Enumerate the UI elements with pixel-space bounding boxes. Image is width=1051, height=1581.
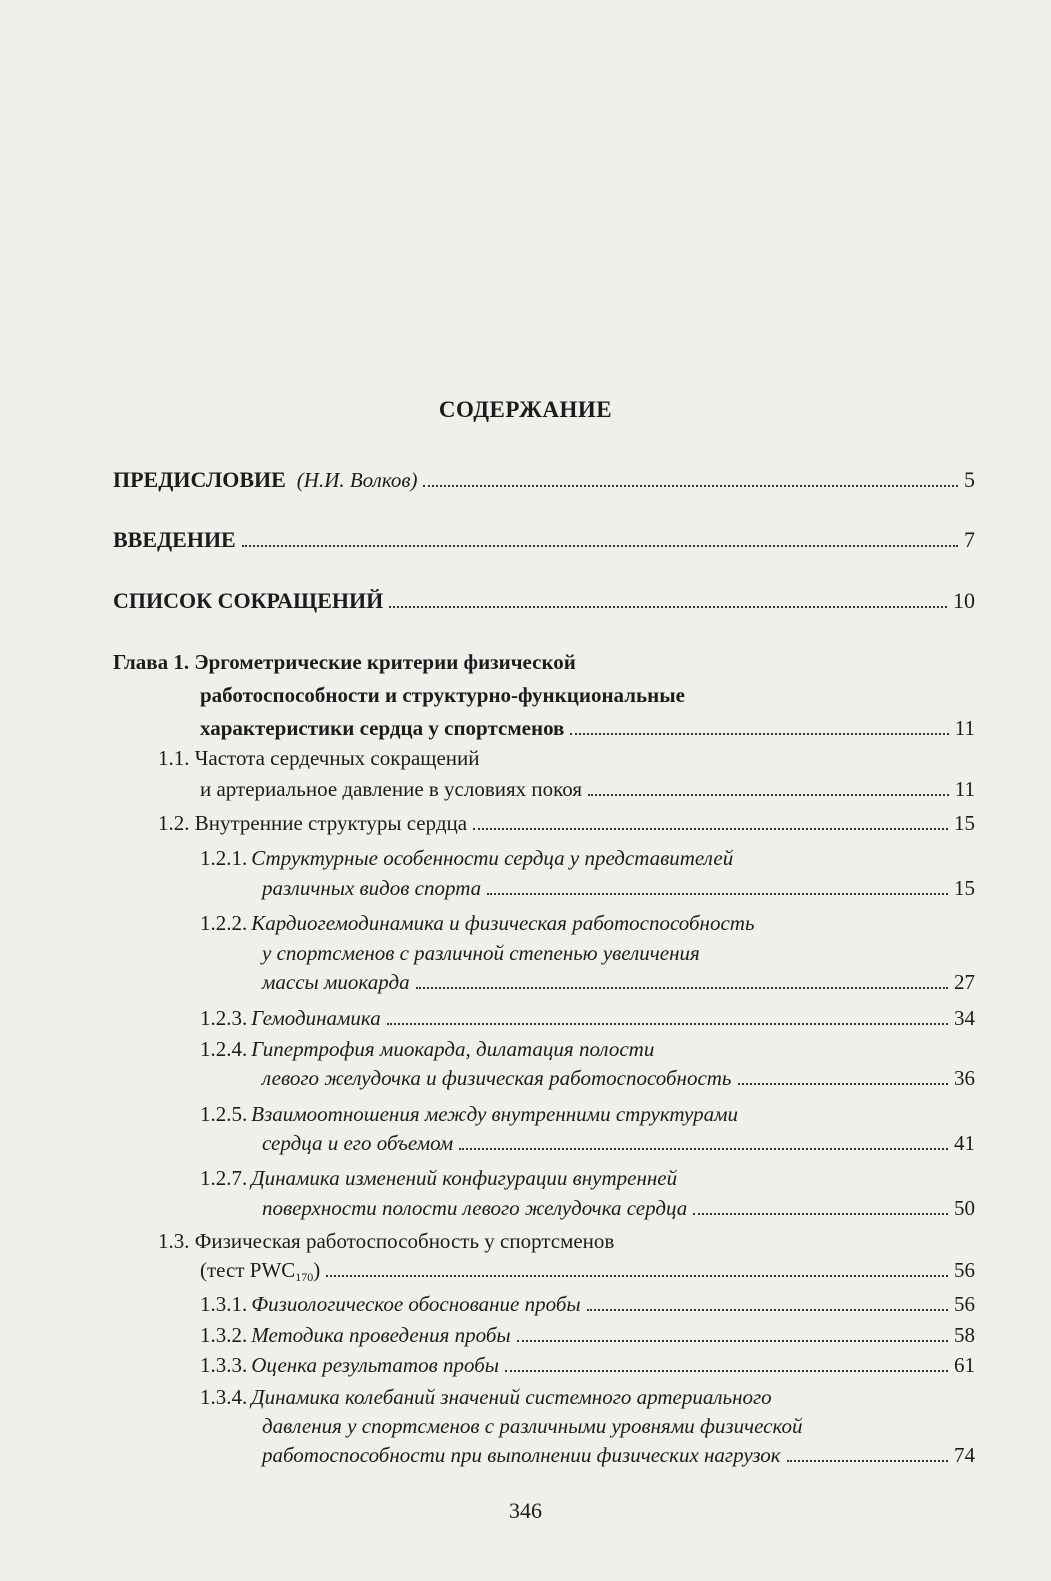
folio-page-number: 346: [509, 1498, 542, 1523]
dot-leader: [570, 733, 948, 735]
dot-leader: [242, 545, 958, 547]
section-1-1-line-1[interactable]: 1.1. Частота сердечных сокращений: [158, 746, 480, 770]
page-number: 56: [954, 1292, 975, 1316]
chapter-1-line-3[interactable]: характеристики сердца у спортсменов 11: [200, 716, 975, 740]
entry-author: (Н.И. Волков): [296, 468, 418, 492]
dot-leader: [693, 1213, 948, 1215]
subsection-1-2-7-line-2[interactable]: поверхности полости левого желудочка сердца 50: [262, 1196, 975, 1220]
dot-leader: [416, 987, 948, 989]
page-number: 50: [954, 1196, 975, 1220]
dot-leader: [389, 606, 947, 608]
dot-leader: [487, 893, 948, 895]
page-number: 58: [954, 1323, 975, 1347]
dot-leader: [787, 1460, 948, 1462]
dot-leader: [473, 828, 948, 830]
subsection-1-2-1-line-2[interactable]: различных видов спорта 15: [262, 876, 975, 900]
section-1-3-line-2[interactable]: (тест $PWC_{170}$) 56: [200, 1258, 975, 1284]
dot-leader: [505, 1370, 948, 1372]
page-number: 61: [954, 1353, 975, 1377]
show-through-text: [110, 40, 960, 152]
section-1-1-line-2[interactable]: и артериальное давление в условиях покоя 11: [200, 777, 975, 801]
page-number: 41: [954, 1131, 975, 1155]
subsection-1-3-4-line-2[interactable]: давления у спортсменов с различными уровнями физической: [262, 1414, 803, 1438]
chapter-1-line-2[interactable]: работоспособности и структурно-функциональные: [200, 683, 685, 707]
page-number: 11: [954, 716, 975, 740]
subsection-1-3-2[interactable]: 1.3.2. Методика проведения пробы 58: [200, 1323, 975, 1347]
dot-leader: [738, 1083, 949, 1085]
toc-entry-preface[interactable]: [113, 467, 975, 493]
subsection-1-2-2-line-3[interactable]: массы миокарда 27: [262, 970, 975, 994]
dot-leader: [517, 1340, 948, 1342]
subsection-1-3-3[interactable]: 1.3.3. Оценка результатов пробы 61: [200, 1353, 975, 1377]
subsection-1-2-4-line-2[interactable]: левого желудочка и физическая работоспособность 36: [262, 1066, 975, 1090]
page-number: 7: [964, 527, 975, 552]
subsection-1-3-1[interactable]: 1.3.1. Физиологическое обоснование пробы 56: [200, 1292, 975, 1316]
subsection-1-3-4-line-3[interactable]: работоспособности при выполнении физических нагрузок 74: [262, 1443, 975, 1467]
chapter-1-line-1[interactable]: Глава 1. Эргометрические критерии физической: [113, 650, 576, 674]
page-number: 27: [954, 970, 975, 994]
page-number: 5: [964, 467, 975, 492]
subsection-1-2-2-line-1[interactable]: 1.2.2. Кардиогемодинамика и физическая работоспособность: [200, 911, 755, 935]
entry-label: ВВЕДЕНИЕ: [113, 527, 236, 552]
page-number: 15: [954, 811, 975, 835]
section-1-2[interactable]: 1.2. Внутренние структуры сердца 15: [158, 811, 975, 835]
toc-entry-abbreviations[interactable]: [113, 588, 975, 614]
page-number: 11: [954, 777, 975, 801]
subsection-1-2-5-line-1[interactable]: 1.2.5. Взаимоотношения между внутренними структурами: [200, 1102, 739, 1126]
subsection-1-2-7-line-1[interactable]: 1.2.7. Динамика изменений конфигурации внутренней: [200, 1166, 678, 1190]
chapter-prefix: Глава 1.: [113, 650, 190, 674]
dot-leader: [387, 1023, 948, 1025]
entry-label: ПРЕДИСЛОВИЕ: [113, 467, 286, 492]
page-number: 10: [953, 588, 975, 613]
entry-label: СПИСОК СОКРАЩЕНИЙ: [113, 588, 384, 613]
page-number: 15: [954, 876, 975, 900]
page-number: 36: [954, 1066, 975, 1090]
toc-entry-intro[interactable]: [113, 527, 975, 553]
subsection-1-2-5-line-2[interactable]: сердца и его объемом 41: [262, 1131, 975, 1155]
dot-leader: [459, 1148, 948, 1150]
toc-title: СОДЕРЖАНИЕ: [438, 397, 613, 422]
page-number: 34: [954, 1006, 975, 1030]
dot-leader: [326, 1275, 948, 1277]
dot-leader: [587, 1309, 948, 1311]
page-number: 74: [954, 1443, 975, 1467]
page-number: 56: [954, 1258, 975, 1282]
dot-leader: [588, 794, 949, 796]
subsection-1-3-4-line-1[interactable]: 1.3.4. Динамика колебаний значений системного артериального: [200, 1385, 772, 1409]
subsection-1-2-2-line-2[interactable]: у спортсменов с различной степенью увеличения: [262, 941, 700, 965]
subsection-1-2-1-line-1[interactable]: 1.2.1. Структурные особенности сердца у представителей: [200, 846, 734, 870]
subsection-1-2-3[interactable]: 1.2.3. Гемодинамика 34: [200, 1006, 975, 1030]
subsection-1-2-4-line-1[interactable]: 1.2.4. Гипертрофия миокарда, дилатация полости: [200, 1037, 655, 1061]
dot-leader: [423, 485, 958, 487]
section-1-3-line-1[interactable]: 1.3. Физическая работоспособность у спортсменов: [158, 1229, 615, 1253]
